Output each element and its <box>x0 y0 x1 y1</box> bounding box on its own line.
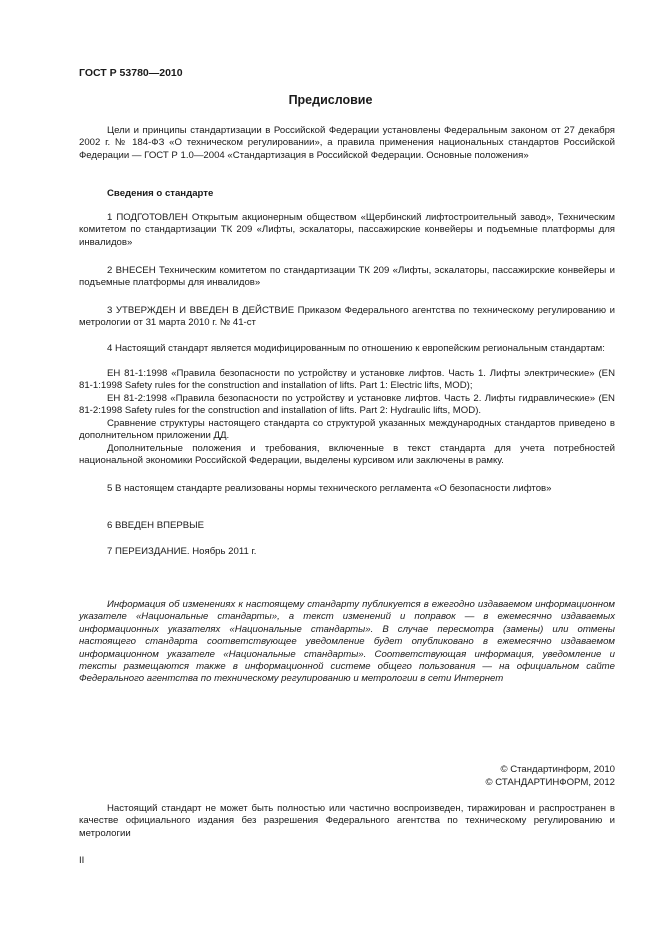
item-4-comparison: Сравнение структуры настоящего стандарта со структурой указанных международных стандартов приведено в дополнительном приложении ДД. <box>79 418 615 442</box>
item-5: 5 В настоящем стандарте реализованы нормы технического регламента «О безопасности лифтов» <box>107 483 552 494</box>
item-1: 1 ПОДГОТОВЛЕН Открытым акционерным обществом «Щербинский лифтостроительный завод», Техническим комитетом по стандартизации ТК 209 «Лифты, эскалаторы, пассажирские конвейеры и подъемные платформы для инвалидов» <box>79 212 615 248</box>
item-4-en81-1: ЕН 81-1:1998 «Правила безопасности по устройству и установке лифтов. Часть 1. Лифты электрические» (EN 81-1:1998 Safety rules for the construction and installation of lifts. Part 1: Electric lifts, MOD); <box>79 368 615 392</box>
legal-notice: Настоящий стандарт не может быть полностью или частично воспроизведен, тиражирован и распространен в качестве официального издания без разрешения Федерального агентства по техническому регулированию и метрологии <box>79 803 615 839</box>
document-code: ГОСТ Р 53780—2010 <box>79 67 183 79</box>
item-4-en81-2: ЕН 81-2:1998 «Правила безопасности по устройству и установке лифтов. Часть 2. Лифты гидравлические» (EN 81-2:1998 Safety rules for the construction and installation of lifts. Part 2: Hydraulic lifts, MOD). <box>79 393 615 417</box>
item-3: 3 УТВЕРЖДЕН И ВВЕДЕН В ДЕЙСТВИЕ Приказом Федерального агентства по техническому регулированию и метрологии от 31 марта 2010 г. № 41-ст <box>79 305 615 329</box>
item-6: 6 ВВЕДЕН ВПЕРВЫЕ <box>107 520 205 531</box>
item-2: 2 ВНЕСЕН Техническим комитетом по стандартизации ТК 209 «Лифты, эскалаторы, пассажирские конвейеры и подъемные платформы для инвалидов» <box>79 265 615 289</box>
item-4-additional: Дополнительные положения и требования, включенные в текст стандарта для учета потребностей национальной экономики Российской Федерации, выделены курсивом или заключены в рамку. <box>79 443 615 467</box>
section-title: Сведения о стандарте <box>107 188 214 199</box>
item-4-intro: 4 Настоящий стандарт является модифицированным по отношению к европейским региональным стандартам: <box>107 343 605 354</box>
page-title: Предисловие <box>288 93 373 107</box>
copyright-2012: © СТАНДАРТИНФОРМ, 2012 <box>485 777 615 788</box>
item-7: 7 ПЕРЕИЗДАНИЕ. Ноябрь 2011 г. <box>107 546 257 557</box>
intro-paragraph: Цели и принципы стандартизации в Российской Федерации установлены Федеральным законом от 27 декабря 2002 г. № 184-ФЗ «О техническом регулировании», а правила применения национальных стандартов Российской Федерации — ГОСТ Р 1.0—2004 «Стандартизация в Российской Федерации. Основные положения» <box>79 125 615 161</box>
copyright-2010: © Стандартинформ, 2010 <box>500 764 615 775</box>
page-number: II <box>79 855 85 866</box>
changes-notice: Информация об изменениях к настоящему стандарту публикуется в ежегодно издаваемом информационном указателе «Национальные стандарты», а текст изменений и поправок — в ежемесячно издаваемых информационных указателях «Национальные стандарты». В случае пересмотра (замены) или отмены настоящего стандарта соответствующее уведомление будет опубликовано в ежемесячно издаваемом информационном указателе «Национальные стандарты». Соответствующая информация, уведомление и тексты размещаются также в информационной системе общего пользования — на официальном сайте Федерального агентства по техническому регулированию и метрологии в сети Интернет <box>79 599 615 685</box>
